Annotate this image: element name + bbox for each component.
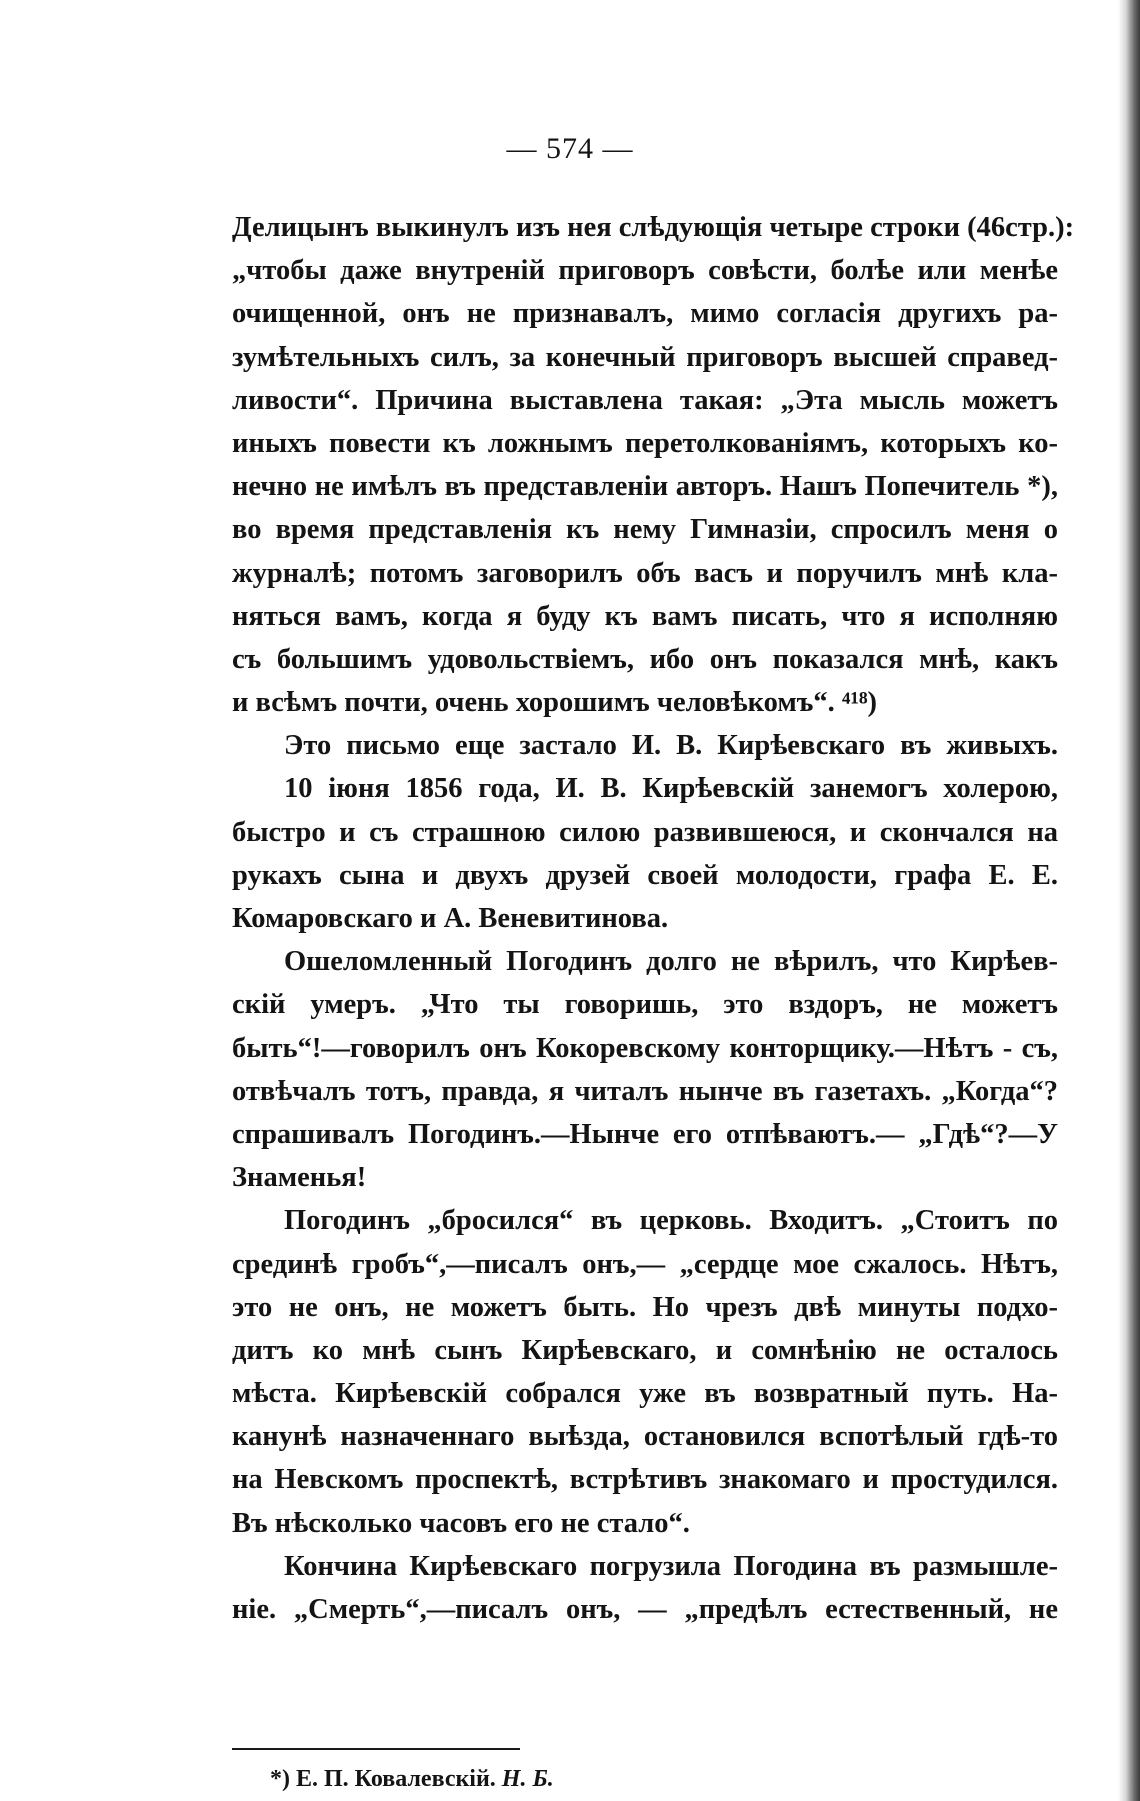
- text-line: дитъ ко мнѣ сынъ Кирѣевскаго, и сомнѣнію не осталось: [232, 1334, 1058, 1366]
- text-line: иныхъ повести къ ложнымъ перетолкованіямъ, которыхъ ко-: [232, 427, 1058, 459]
- text-line: срединѣ гробъ“,—писалъ онъ,— „сердце мое сжалось. Нѣтъ,: [232, 1248, 1058, 1280]
- text-line: скій умеръ. „Что ты говоришь, это вздоръ, не можетъ: [232, 989, 1058, 1021]
- text-line: Кончина Кирѣевскаго погрузила Погодина въ размышле-: [284, 1550, 1058, 1582]
- text-line: рукахъ сына и двухъ друзей своей молодости, графа Е. Е.: [232, 859, 1058, 891]
- text-line: Знаменья!: [232, 1162, 367, 1194]
- text-line: зумѣтельныхъ силъ, за конечный приговоръ высшей справед-: [232, 341, 1058, 373]
- text-line: журналѣ; потомъ заговорилъ объ васъ и поручилъ мнѣ кла-: [232, 557, 1058, 589]
- text-line: 10 іюня 1856 года, И. В. Кирѣевскій занемогъ холерою,: [284, 773, 1058, 805]
- page-number: — 574 —: [506, 132, 634, 165]
- text-line: это не онъ, не можетъ быть. Но чрезъ двѣ минуты подхо-: [232, 1291, 1058, 1323]
- text-line: очищенной, онъ не признавалъ, мимо согласія другихъ ра-: [232, 298, 1058, 330]
- text-line: ливости“. Причина выставлена такая: „Эта мысль можетъ: [232, 384, 1058, 416]
- text-line: Это письмо еще застало И. В. Кирѣевскаго въ живыхъ.: [284, 730, 1058, 762]
- text-line: няться вамъ, когда я буду къ вамъ писать, что я исполняю: [232, 600, 1058, 632]
- text-line: Ошеломленный Погодинъ долго не вѣрилъ, что Кирѣев-: [284, 946, 1058, 978]
- text-line: мѣста. Кирѣевскій собрался уже въ возвратный путь. На-: [232, 1378, 1058, 1410]
- text-line: спрашивалъ Погодинъ.—Нынче его отпѣваютъ.— „Гдѣ“?—У: [232, 1118, 1058, 1150]
- text-line: Въ нѣсколько часовъ его не стало“.: [232, 1507, 690, 1539]
- body-text: [232, 206, 1075, 1631]
- text-line: „чтобы даже внутреній приговоръ совѣсти, болѣе или менѣе: [232, 255, 1058, 287]
- text-line: Погодинъ „бросился“ въ церковь. Входитъ. „Стоитъ по: [284, 1205, 1058, 1237]
- text-line: и всѣмъ почти, очень хорошимъ человѣкомъ“. ⁴¹⁸): [232, 687, 878, 719]
- text-line: быть“!—говорилъ онъ Кокоревскому конторщику.—Нѣтъ - съ,: [232, 1032, 1058, 1064]
- text-line: нечно не имѣлъ въ представленіи авторъ. Нашъ Попечитель *),: [232, 471, 1058, 503]
- footnote-text: *) Е. П. Ковалевскій.: [270, 1766, 502, 1792]
- text-line: канунѣ назначеннаго выѣзда, остановился вспотѣлый гдѣ-то: [232, 1421, 1058, 1453]
- text-line: отвѣчалъ тотъ, правда, я читалъ нынче въ газетахъ. „Когда“?: [232, 1075, 1058, 1107]
- footnote-signature: Н. Б.: [501, 1766, 554, 1792]
- text-line: быстро и съ страшною силою развившеюся, и скончался на: [232, 816, 1058, 848]
- footnote: [270, 1766, 554, 1793]
- footnote-divider: [232, 1748, 520, 1750]
- text-line: Комаровскаго и А. Веневитинова.: [232, 903, 669, 934]
- text-line: Делицынъ выкинулъ изъ нея слѣдующія четыре строки (46стр.):: [232, 212, 1075, 243]
- text-line: во время представленія къ нему Гимназіи, спросилъ меня о: [232, 514, 1058, 546]
- page-edge-shadow: [1118, 0, 1140, 1801]
- text-line: ніе. „Смерть“,—писалъ онъ, — „предѣлъ естественный, не: [232, 1594, 1058, 1625]
- text-line: съ большимъ удовольствіемъ, ибо онъ показался мнѣ, какъ: [232, 643, 1058, 675]
- text-line: на Невскомъ проспектѣ, встрѣтивъ знакомаго и простудился.: [232, 1464, 1058, 1496]
